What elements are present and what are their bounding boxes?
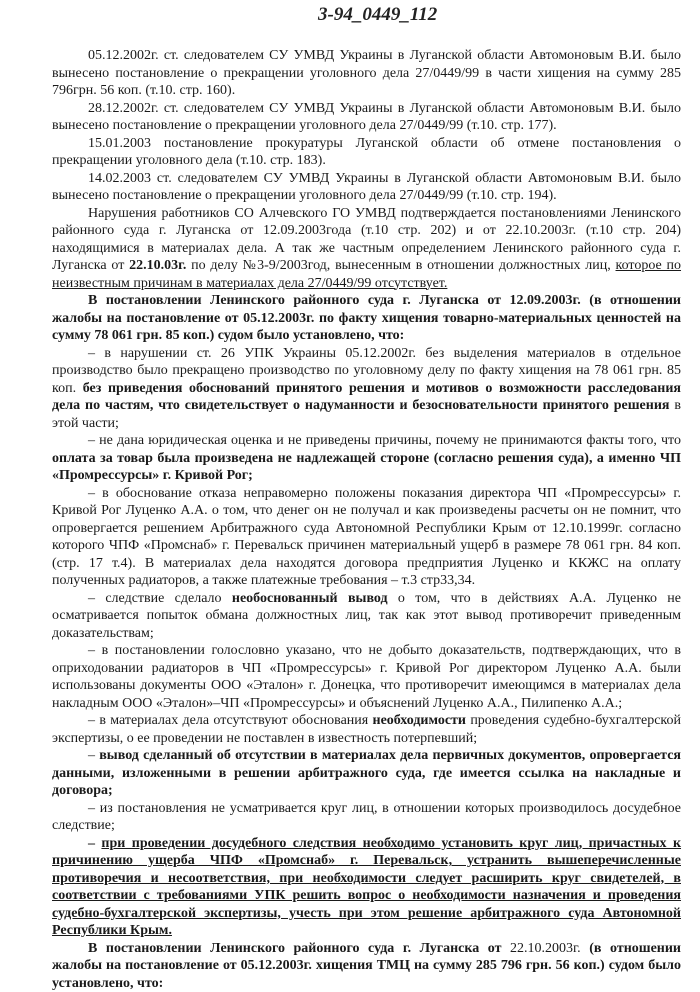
text-segment: – в постановлении голословно указано, что не добыто доказательств, подтверждающих, что в оприходовании радиаторов в ЧП «Промрессурсы» г. Кривой Рог директором Луценко А.А. были использованы документы ООО «Эталон» г. Донецка, что противоречит имеющимся в материалах дела накладным ООО «Эталон»–ЧП «Промрессурсы» и объяснений Луценко А.А., Пилипенко А.А.; bbox=[52, 643, 681, 711]
text-segment: В постановлении Ленинского районного суда г. Луганска от bbox=[88, 941, 510, 956]
list-item bbox=[52, 642, 681, 712]
document-code: 3-94_0449_112 bbox=[318, 4, 437, 26]
paragraph bbox=[52, 940, 681, 992]
text-segment: вывод сделанный об отсутствии в материалах дела первичных документов, опровергается данными, изложенными в решении арбитражного суда, где имеется ссылка на накладные и договора; bbox=[52, 748, 681, 798]
text-segment: Нарушения работников СО Алчевского ГО УМВД подтверждается постановлениями Ленинского районного суда г. Луганска от 12.09.2003года (т.10 стр. 202) и от 22.10.2003г. (т.10 стр. 204) находящимися в материалах дела. А так же частным определением Ленинского районного суда г. Луганска от bbox=[52, 206, 681, 274]
text-segment: – bbox=[88, 748, 99, 763]
text-segment: необоснованный вывод bbox=[232, 591, 388, 606]
text-segment: без приведения обоснований принятого решения и мотивов о возможности расследования дела по частям, что свидетельствует о надуманности и безосновательности принятого решения bbox=[52, 381, 681, 414]
text-segment: о том, что в действиях А.А. Луценко не осматривается попыток обмана должностных лиц, так как этот вывод противоречит приведенным доказательствам; bbox=[52, 591, 681, 641]
list-item bbox=[52, 712, 681, 747]
text-segment: – bbox=[88, 836, 101, 851]
paragraph bbox=[52, 205, 681, 293]
list-item bbox=[52, 432, 681, 485]
list-item bbox=[52, 835, 681, 940]
text-segment: оплата за товар была произведена не надлежащей стороне (согласно решения суда), а именно ЧП «Промрессурсы» г. Кривой Рог; bbox=[52, 451, 681, 484]
text-segment: 22.10.2003г. bbox=[510, 941, 581, 956]
paragraph: 05.12.2002г. ст. следователем СУ УМВД Украины в Луганской области Автомоновым В.И. было вынесено постановление о прекращении уголовного дела 27/0449/99 в части хищения на сумму 285 796грн. 56 коп. (т.10. стр. 160). bbox=[52, 47, 681, 100]
list-item bbox=[52, 747, 681, 800]
text-segment: необходимости bbox=[373, 713, 466, 728]
paragraph: 14.02.2003 ст. следователем СУ УМВД Украины в Луганской области Автомоновым В.И. было вынесено постановление о прекращении уголовного дела 27/0449/99 (т.10. стр. 194). bbox=[52, 170, 681, 205]
text-segment: 22.10.03г. bbox=[129, 258, 186, 273]
text-segment: – в нарушении ст. 26 УПК Украины 05.12.2002г. без выделения материалов в отдельное производство было прекращено производство по уголовному делу по факту хищения на 78 061 грн. 85 коп. bbox=[52, 346, 681, 396]
paragraph: 15.01.2003 постановление прокуратуры Луганской области об отмене постановления о прекращении уголовного дела (т.10. стр. 183). bbox=[52, 135, 681, 170]
text-segment: В постановлении Ленинского районного суда г. Луганска от 12.09.2003г. (в отношении жалобы на постановление от 05.12.2003г. по факту хищения товарно-материальных ценностей на сумму 78 061 грн. 85 коп.) судом было установлено, что: bbox=[52, 293, 681, 343]
text-segment: – в материалах дела отсутствуют обоснования bbox=[88, 713, 373, 728]
paragraph: 28.12.2002г. ст. следователем СУ УМВД Украины в Луганской области Автомоновым В.И. было вынесено постановление о прекращении уголовного дела 27/0449/99 (т.10. стр. 177). bbox=[52, 100, 681, 135]
text-segment: – не дана юридическая оценка и не приведены причины, почему не принимаются факты того, что bbox=[88, 433, 681, 448]
text-segment: – следствие сделало bbox=[88, 591, 232, 606]
text-segment: – из постановления не усматривается круг лиц, в отношении которых производилось досудебное следствие; bbox=[52, 801, 681, 834]
list-item bbox=[52, 590, 681, 643]
text-segment: при проведении досудебного следствия необходимо установить круг лиц, причастных к причинению ущерба ЧПФ «Промснаб» г. Перевальск, устранить вышеперечисленные противоречия и несоответствия, при необходимости следует расширить круг свидетелей, в соответствии с требованиями УПК решить вопрос о необходимости назначения и проведения судебно-бухгалтерской экспертизы, учесть при этом решение арбитражного суда Автономной Республики Крым. bbox=[52, 836, 681, 939]
text-segment: проведения судебно-бухгалтерской экспертизы, о ее проведении не поставлен в известность потерпевший; bbox=[52, 713, 681, 746]
paragraph bbox=[52, 292, 681, 345]
text-segment: – в обоснование отказа неправомерно положены показания директора ЧП «Промрессурсы» г. Кривой Рог Луценко А.А. о том, что денег он не получал и как произведены расчеты он не помнит, что опровергается решением Арбитражного суда Автономной Республики Крым от 12.10.1999г. согласно которого ЧПФ «Промснаб» г. Перевальск причинен материальный ущерб в размере 78 061 грн. 84 коп. (стр. 17 т.4). В материалах дела находятся договора предприятия Луценко и ККЖС на оплату полученных радиаторов, а также платежные требования – т.3 стр33,34. bbox=[52, 486, 681, 589]
document-body bbox=[52, 47, 681, 992]
list-item bbox=[52, 345, 681, 433]
text-segment: по делу №3-9/2003год, вынесенным в отношении должностных лиц, bbox=[186, 258, 615, 273]
list-item bbox=[52, 485, 681, 590]
text-segment: (в отношении жалобы на постановление от 05.12.2003г. хищения ТМЦ на сумму 285 796 грн. 56 коп.) судом было установлено, что: bbox=[52, 941, 681, 991]
list-item bbox=[52, 800, 681, 835]
text-segment: которое по неизвестным причинам в материалах дела 27/0449/99 отсутствует. bbox=[52, 258, 681, 291]
text-segment: в этой части; bbox=[52, 398, 681, 431]
